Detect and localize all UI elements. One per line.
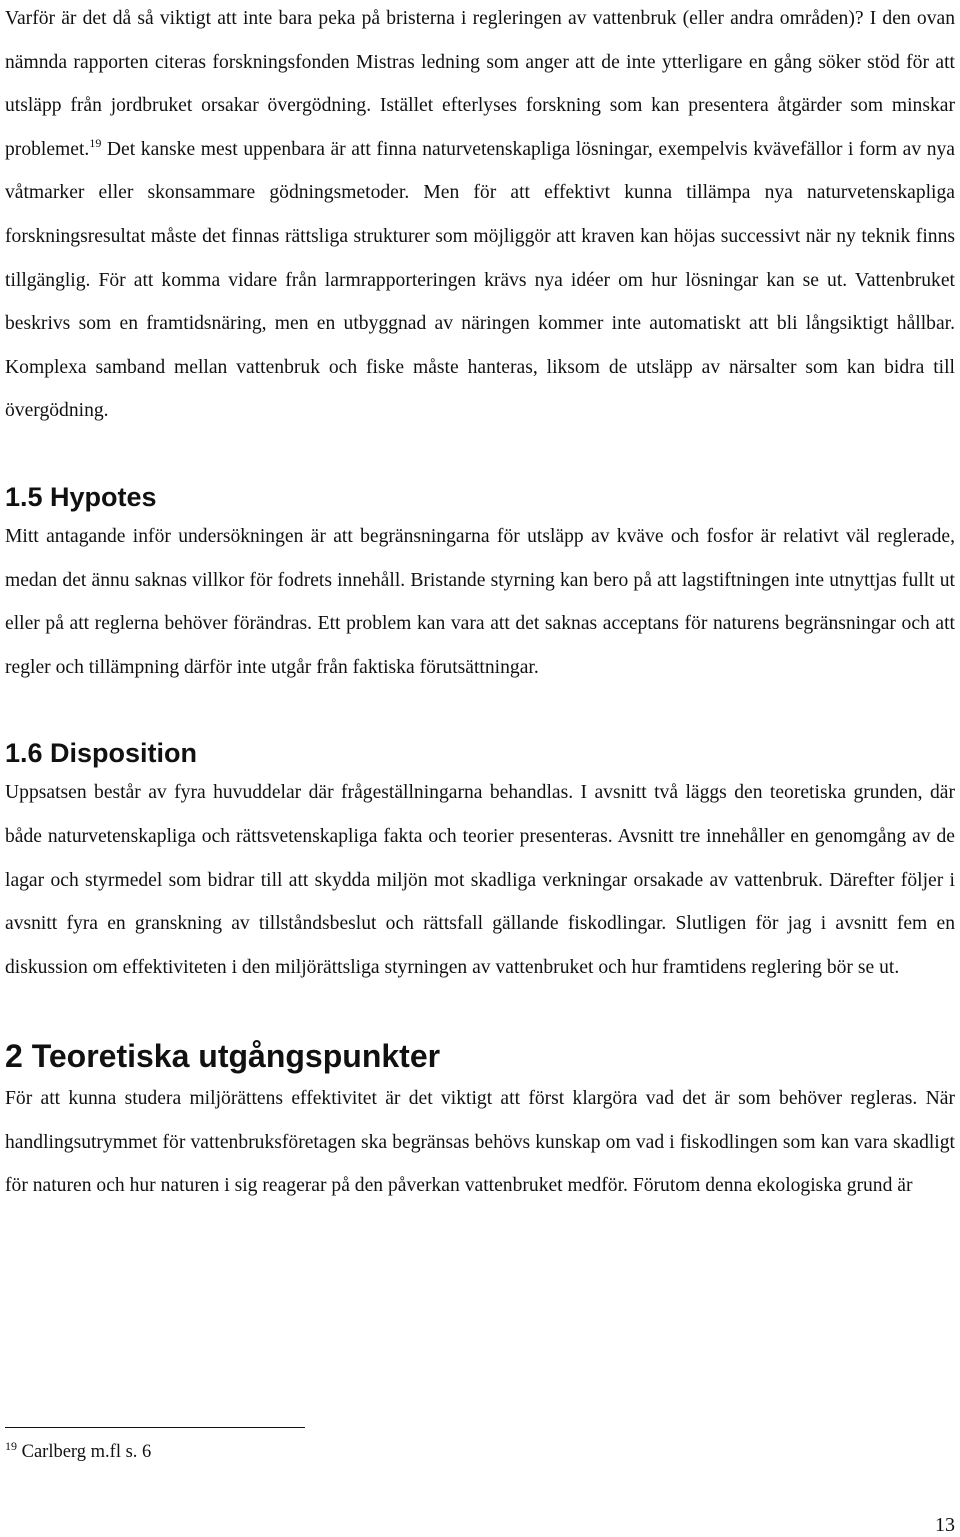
body-paragraph: Uppsatsen består av fyra huvuddelar där frågeställningarna behandlas. I avsnitt två läggs den teoretiska grunden, där både naturvetenskapliga och rättsvetenskapliga fakta och teorier presenteras. Avsnitt tre innehåller en genomgång av de lagar och styrmedel som bidrar till att skydda miljön mot skadliga verkningar orsakade av vattenbruk. Därefter följer i avsnitt fyra en granskning av tillståndsbeslut och rättsfall gällande fiskodlingar. Slutligen för jag i avsnitt fem en diskussion om effektiviteten i den miljörättsliga styrningen av vattenbruket och hur framtidens reglering bör se ut. — [5, 782, 955, 978]
body-paragraph — [5, 0, 955, 433]
footnote-text: Carlberg m.fl s. 6 — [17, 1442, 152, 1462]
section-heading-hypotes: 1.5 Hypotes — [5, 481, 157, 512]
footnote-divider — [5, 1427, 305, 1428]
document-page — [5, 0, 955, 1208]
page-number: 13 — [935, 1514, 955, 1536]
footnote-reference[interactable]: 19 — [89, 135, 102, 150]
body-paragraph: För att kunna studera miljörättens effektivitet är det viktigt att först klargöra vad det är som behöver regleras. När handlingsutrymmet för vattenbruksföretagen ska begränsas behövs kunskap om vad i fiskodlingen som kan vara skadligt för naturen och hur naturen i sig reagerar på den påverkan vattenbruket medför. Förutom denna ekologiska grund är — [5, 1088, 955, 1197]
paragraph-text: Det kanske mest uppenbara är att finna naturvetenskapliga lösningar, exempelvis kvävefällor i form av nya våtmarker eller skonsammare gödningsmetoder. Men för att effektivt kunna tillämpa nya naturvetenskapliga forskningsresultat måste det finnas rättsliga strukturer som möjliggör att kraven kan höjas successivt när ny teknik finns tillgänglig. För att komma vidare från larmrapporteringen krävs nya idéer om hur lösningar kan se ut. Vattenbruket beskrivs som en framtidsnäring, men en utbyggnad av näringen kommer inte automatiskt att bli långsiktigt hållbar. Komplexa samband mellan vattenbruk och fiske måste hanteras, liksom de utsläpp av närsalter som kan bidra till övergödning. — [5, 138, 955, 422]
chapter-heading-teoretiska-utgangspunkter: 2 Teoretiska utgångspunkter — [5, 1038, 441, 1075]
paragraph-text: Varför är det då så viktigt att inte bara peka på bristerna i regleringen av vattenbruk (eller andra områden)? I den ovan nämnda rapporten citeras forskningsfonden Mistras ledning som anger att de inte ytterligare en gång söker stöd för att utsläpp från jordbruket orsakar övergödning. Istället efterlyses forskning som kan presentera åtgärder som minskar problemet. — [5, 8, 955, 160]
footnote — [5, 1440, 151, 1464]
footnote-number: 19 — [5, 1439, 17, 1453]
body-paragraph: Mitt antagande inför undersökningen är att begränsningarna för utsläpp av kväve och fosfor är relativt väl reglerade, medan det ännu saknas villkor för fodrets innehåll. Bristande styrning kan bero på att lagstiftningen inte utnyttjas fullt ut eller på att reglerna behöver förändras. Ett problem kan vara att det saknas acceptans för naturens begränsningar och att regler och tillämpning därför inte utgår från faktiska förutsättningar. — [5, 525, 955, 678]
section-heading-disposition: 1.6 Disposition — [5, 738, 198, 769]
